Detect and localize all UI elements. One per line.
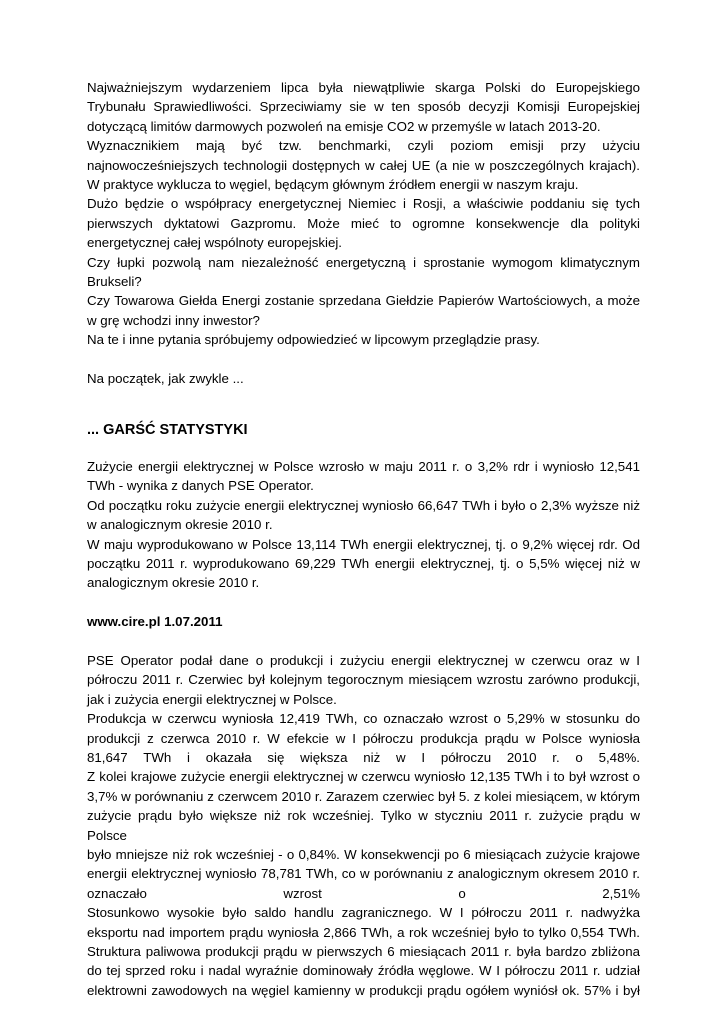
- text-line: dotyczącą limitów darmowych pozwoleń na emisje CO2 w przemyśle w latach 2013-20.: [87, 118, 601, 134]
- text-line: półroczu 2011 r. Czerwiec był kolejnym tegorocznym miesiącem wzrostu zarówno produkcji,: [87, 672, 640, 688]
- document-page: [87, 78, 640, 1000]
- text-line: W praktyce wyklucza to węgiel, będącym głównym źródłem energii w naszym kraju.: [87, 177, 579, 193]
- text-line: do tej sprzed roku i nadal wyraźnie dominowały źródła węglowe. W I półroczu 2011 r. udział: [87, 963, 640, 979]
- text-line: zużycie prądu było większe niż rok wcześniej. Tylko w styczniu 2011 r. zużycie prądu w Polsce: [87, 808, 640, 843]
- text-line: Zużycie energii elektrycznej w Polsce wzrosło w maju 2011 r. o 3,2% rdr i wyniosło 12,541: [87, 458, 640, 474]
- text-line: w analogicznym okresie 2010 r.: [87, 517, 273, 533]
- text-line: jak i zużycia energii elektrycznej w Polsce.: [87, 691, 337, 707]
- text-line: PSE Operator podał dane o produkcji i zużyciu energii elektrycznej w czerwcu oraz w I: [87, 652, 640, 668]
- text-line: Czy łupki pozwolą nam niezależność energetyczną i sprostanie wymogom klimatycznym: [87, 254, 640, 270]
- intro-closing: Na początek, jak zwykle ...: [87, 371, 244, 387]
- text-line: w grę wchodzi inny inwestor?: [87, 312, 260, 328]
- text-line: Brukseli?: [87, 274, 142, 290]
- text-line: 81,647 TWh i okazała się większa niż w I półroczu 2010 r. o 5,48%.: [87, 749, 640, 765]
- text-line: Od początku roku zużycie energii elektrycznej wyniosło 66,647 TWh i było o 2,3% wyższe niż: [87, 497, 640, 513]
- stats-paragraph: [87, 457, 640, 593]
- text-line: analogicznym okresie 2010 r.: [87, 575, 260, 591]
- pse-paragraph: [87, 651, 640, 1000]
- text-line: Na te i inne pytania spróbujemy odpowiedzieć w lipcowym przeglądzie prasy.: [87, 332, 540, 348]
- text-line: TWh - wynika z danych PSE Operator.: [87, 478, 314, 494]
- text-line: W maju wyprodukowano w Polsce 13,114 TWh energii elektrycznej, tj. o 9,2% więcej rdr. Od: [87, 536, 640, 552]
- source-link[interactable]: [87, 612, 640, 631]
- text-line: było mniejsze niż rok wcześniej - o 0,84%. W konsekwencji po 6 miesiącach zużycie krajowe: [87, 846, 640, 862]
- text-line: najnowocześniejszych technologii dostępnych w całej UE (a nie w poszczególnych krajach).: [87, 157, 640, 173]
- text-line: początku 2011 r. wyprodukowano 69,229 TWh energii elektrycznej, tj. o 5,5% więcej niż w: [87, 555, 640, 571]
- text-line: Trybunału Sprawiedliwości. Sprzeciwiamy sie w ten sposób decyzji Komisji Europejskiej: [87, 99, 640, 115]
- text-line: Struktura paliwowa produkcji prądu w pierwszych 6 miesiącach 2011 r. była bardzo zbliżona: [87, 944, 640, 960]
- text-line: energetycznej całej wspólnoty europejskiej.: [87, 235, 342, 251]
- text-line: energii elektrycznej wyniosło 78,781 TWh, co w porównaniu z analogicznym okresem 2010 r.: [87, 866, 640, 882]
- intro-paragraph: [87, 78, 640, 350]
- text-line: Dużo będzie o współpracy energetycznej Niemiec i Rosji, a właściwie poddaniu się tych: [87, 196, 640, 212]
- source-link-text[interactable]: www.cire.pl 1.07.2011: [87, 614, 223, 630]
- text-line: oznaczało wzrost o 2,51%: [87, 885, 640, 901]
- text-line: Stosunkowo wysokie było saldo handlu zagranicznego. W I półroczu 2011 r. nadwyżka: [87, 905, 640, 921]
- text-line: Wyznacznikiem mają być tzw. benchmarki, czyli poziom emisji przy użyciu: [87, 138, 640, 154]
- text-line: 3,7% w porównaniu z czerwcem 2010 r. Zarazem czerwiec był 5. z kolei miesiącem, w którym: [87, 788, 640, 804]
- section-heading: ... GARŚĆ STATYSTYKI: [87, 422, 248, 439]
- text-line: Produkcja w czerwcu wyniosła 12,419 TWh, co oznaczało wzrost o 5,29% w stosunku do: [87, 711, 640, 727]
- text-line: Z kolei krajowe zużycie energii elektrycznej w czerwcu wyniosło 12,135 TWh i to był wzrost o: [87, 769, 640, 785]
- text-line: Najważniejszym wydarzeniem lipca była niewątpliwie skarga Polski do Europejskiego: [87, 80, 640, 95]
- text-line: Czy Towarowa Giełda Energi zostanie sprzedana Giełdzie Papierów Wartościowych, a może: [87, 293, 640, 309]
- text-line: produkcji z czerwca 2010 r. W efekcie w I półroczu produkcja prądu w Polsce wyniosła: [87, 730, 640, 746]
- text-line: eksportu nad importem prądu wyniosła 2,866 TWh, a rok wcześniej było to tylko 0,554 TWh.: [87, 924, 640, 940]
- text-line: pierwszych dyktatowi Gazpromu. Może mieć to ogromne konsekwencje dla polityki: [87, 215, 640, 231]
- text-line: elektrowni zawodowych na węgiel kamienny w produkcji prądu ogółem wyniósł ok. 57% i był: [87, 982, 640, 998]
